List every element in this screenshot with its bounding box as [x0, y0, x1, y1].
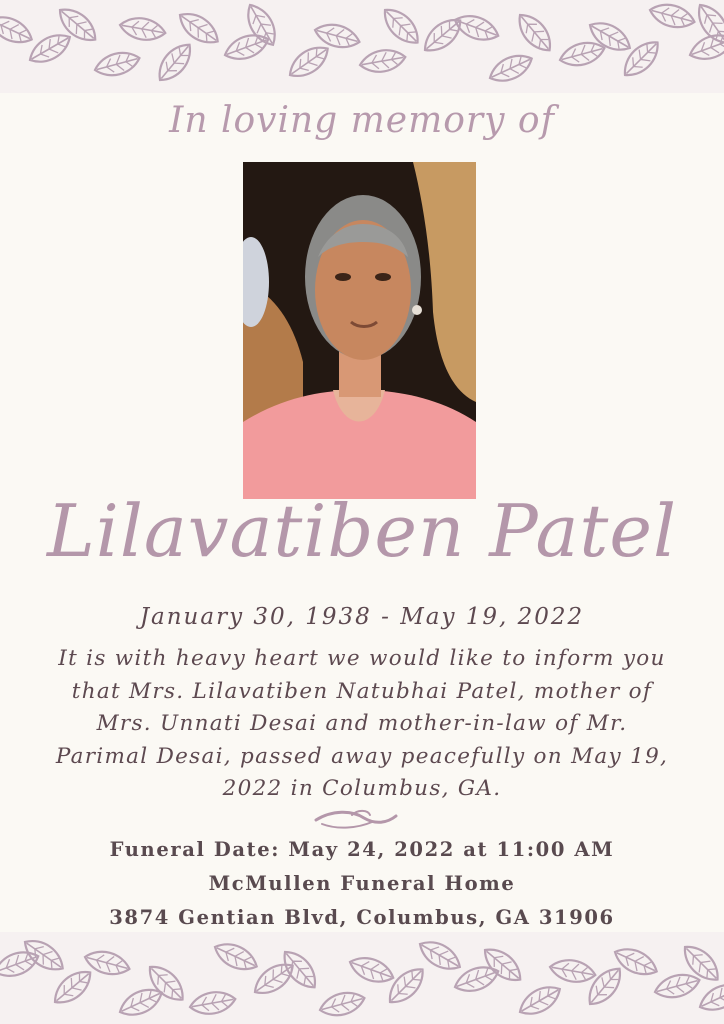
- funeral-address: 3874 Gentian Blvd, Columbus, GA 31906: [109, 906, 615, 929]
- memorial-heading: In loving memory of: [169, 100, 555, 141]
- deceased-name: Lilavatiben Patel: [46, 489, 678, 573]
- message-line: that Mrs. Lilavatiben Natubhai Patel, mother of: [71, 678, 653, 704]
- leaf-pattern-icon: [0, 932, 724, 1024]
- portrait-photo: [243, 162, 476, 499]
- bottom-leaf-border: [0, 932, 724, 1024]
- funeral-date: Funeral Date: May 24, 2022 at 11:00 AM: [109, 838, 615, 861]
- message-line: Mrs. Unnati Desai and mother-in-law of Mr.: [96, 711, 628, 736]
- message-line: Parimal Desai, passed away peacefully on May 19,: [55, 743, 669, 769]
- flourish-icon: [312, 806, 398, 832]
- message-line: It is with heavy heart we would like to inform you: [58, 646, 666, 671]
- announcement-message: [22, 643, 702, 806]
- top-leaf-border: [0, 0, 724, 93]
- life-dates: January 30, 1938 - May 19, 2022: [139, 604, 585, 630]
- leaf-pattern-icon: [0, 0, 724, 93]
- message-line: 2022 in Columbus, GA.: [222, 776, 502, 801]
- funeral-venue: McMullen Funeral Home: [208, 872, 516, 895]
